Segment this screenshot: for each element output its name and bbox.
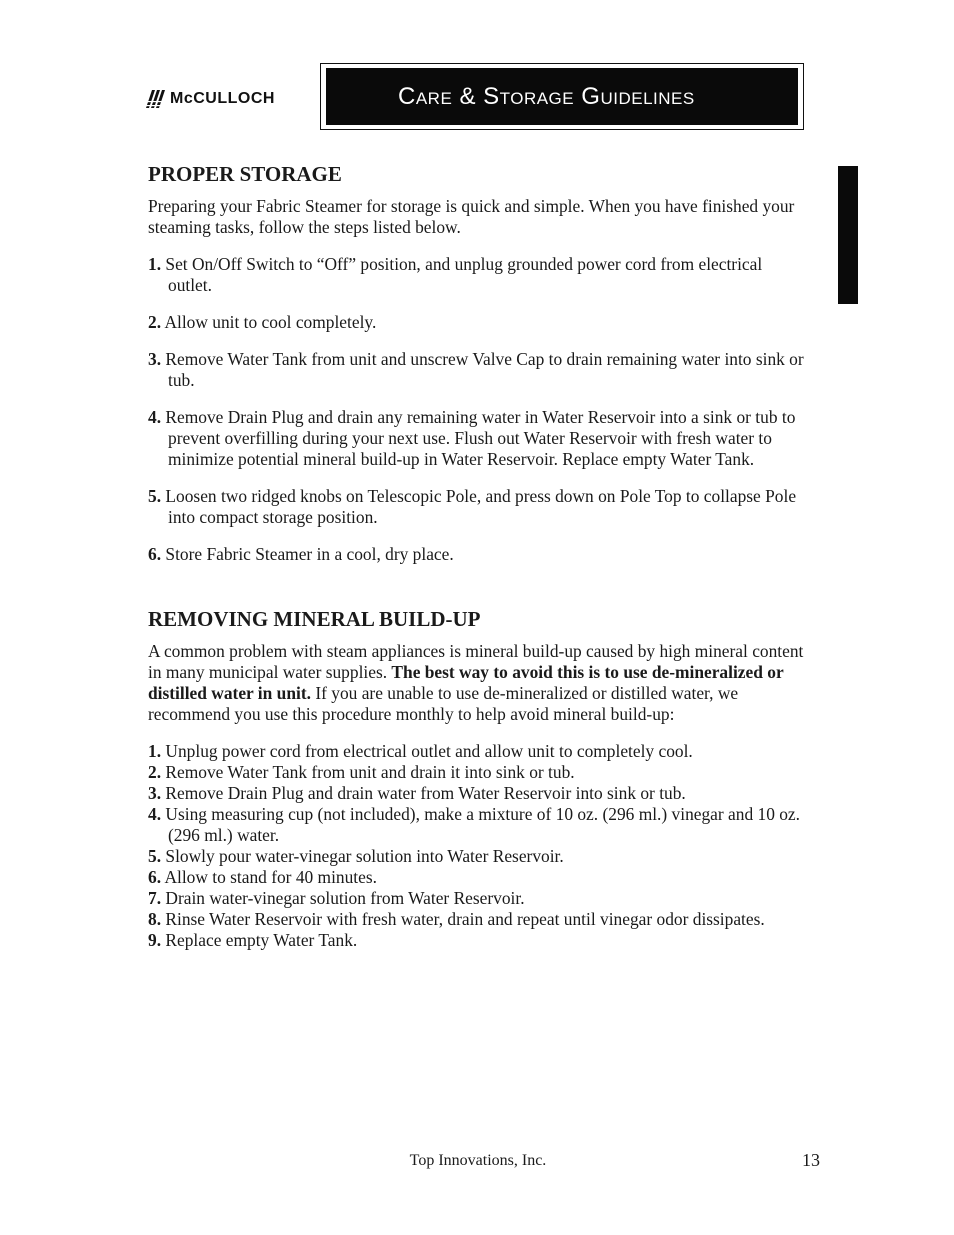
footer-company-text: Top Innovations, Inc. [409, 1152, 547, 1169]
list-item [148, 888, 808, 909]
list-item [148, 909, 808, 930]
step-number: 3. [148, 783, 162, 803]
step-number: 7. [148, 888, 162, 908]
mineral-build-up-steps [148, 741, 808, 951]
step-text: Allow to stand for 40 minutes. [164, 867, 377, 887]
step-number: 4. [148, 407, 162, 427]
list-item [148, 349, 808, 391]
section-heading-mineral-build-up: REMOVING MINERAL BUILD-UP [148, 607, 481, 631]
step-text: Remove Drain Plug and drain any remaining water in Water Reservoir into a sink or tub to prevent overfilling during your next use. Flush out Water Reservoir with fresh water to minimize potential mineral build-up in Water Reservoir. Replace empty Water Tank. [165, 407, 796, 469]
list-item [148, 254, 808, 296]
step-text: Remove Water Tank from unit and unscrew Valve Cap to drain remaining water into sink or tub. [165, 349, 804, 390]
step-text: Using measuring cup (not included), make a mixture of 10 oz. (296 ml.) vinegar and 10 oz. (296 ml.) water. [165, 804, 800, 845]
list-item [148, 312, 808, 333]
step-number: 6. [148, 867, 162, 887]
list-item [148, 544, 808, 565]
step-number: 8. [148, 909, 162, 929]
page-title-frame [320, 63, 804, 130]
list-item [148, 930, 808, 951]
list-item [148, 804, 808, 846]
step-number: 6. [148, 544, 162, 564]
section-intro-mineral-build-up [148, 641, 808, 725]
step-number: 2. [148, 762, 162, 782]
list-item [148, 762, 808, 783]
step-number: 3. [148, 349, 162, 369]
step-text: Drain water-vinegar solution from Water Reservoir. [165, 888, 525, 908]
step-text: Loosen two ridged knobs on Telescopic Pole, and press down on Pole Top to collapse Pole into compact storage position. [165, 486, 797, 527]
step-text: Rinse Water Reservoir with fresh water, drain and repeat until vinegar odor dissipates. [165, 909, 765, 929]
mcculloch-logo-icon [146, 90, 168, 108]
proper-storage-steps [148, 254, 808, 565]
step-text: Replace empty Water Tank. [165, 930, 358, 950]
main-content [148, 160, 808, 951]
page-number: 13 [802, 1150, 820, 1170]
step-text: Remove Drain Plug and drain water from Water Reservoir into sink or tub. [165, 783, 686, 803]
step-number: 2. [148, 312, 162, 332]
list-item [148, 783, 808, 804]
step-text: Unplug power cord from electrical outlet and allow unit to completely cool. [165, 741, 693, 761]
step-number: 5. [148, 846, 162, 866]
step-text: Allow unit to cool completely. [164, 312, 377, 332]
list-item [148, 846, 808, 867]
step-text: Store Fabric Steamer in a cool, dry place. [165, 544, 454, 564]
section-intro-proper-storage: Preparing your Fabric Steamer for storage is quick and simple. When you have finished your steaming tasks, follow the steps listed below. [148, 196, 795, 237]
page-title: Care & Storage Guidelines [398, 82, 695, 110]
list-item [148, 407, 808, 470]
intro-text: If you are unable to use de-mineralized or distilled water, we recommend you use this procedure monthly to help avoid mineral build-up: [148, 683, 739, 724]
step-number: 4. [148, 804, 162, 824]
step-text: Slowly pour water-vinegar solution into Water Reservoir. [165, 846, 564, 866]
brand-name: McCULLOCH [170, 90, 275, 107]
list-item [148, 741, 808, 762]
page-title-box [326, 68, 798, 125]
intro-emphasis: The best way to avoid this is to use de-mineralized or distilled water in unit. [148, 662, 784, 703]
step-number: 5. [148, 486, 162, 506]
step-text: Remove Water Tank from unit and drain it into sink or tub. [165, 762, 575, 782]
list-item [148, 486, 808, 528]
section-heading-proper-storage: PROPER STORAGE [148, 162, 342, 186]
step-number: 1. [148, 741, 162, 761]
section-tab-marker [838, 166, 858, 304]
list-item [148, 867, 808, 888]
brand-logo [146, 88, 275, 110]
step-text: Set On/Off Switch to “Off” position, and unplug grounded power cord from electrical outlet. [165, 254, 763, 295]
step-number: 1. [148, 254, 162, 274]
step-number: 9. [148, 930, 162, 950]
intro-text: A common problem with steam appliances is mineral build-up caused by high mineral content in many municipal water supplies. [148, 641, 804, 682]
